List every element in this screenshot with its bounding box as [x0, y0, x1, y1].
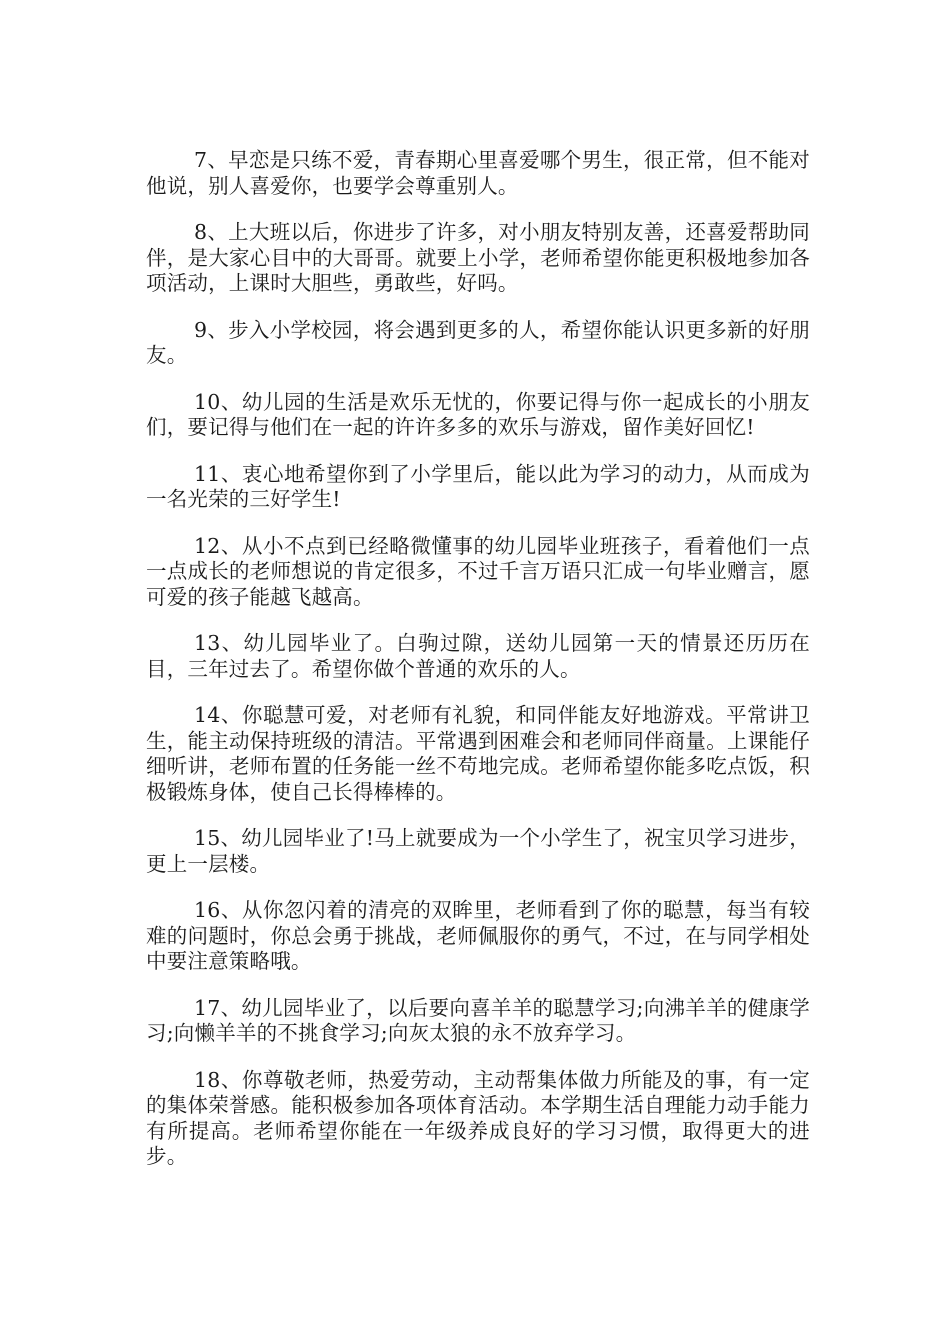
paragraph-14: 14、你聪慧可爱，对老师有礼貌，和同伴能友好地游戏。平常讲卫生，能主动保持班级的清洁。平常遇到困难会和老师同伴商量。上课能仔细听讲，老师布置的任务能一丝不苟地完成。老师希望你能多吃点饭，积极锻炼身体，使自己长得棒棒的。: [146, 703, 810, 804]
paragraph-12: 12、从小不点到已经略微懂事的幼儿园毕业班孩子，看着他们一点一点成长的老师想说的肯定很多，不过千言万语只汇成一句毕业赠言，愿可爱的孩子能越飞越高。: [146, 533, 810, 609]
paragraph-7: 7、早恋是只练不爱，青春期心里喜爱哪个男生，很正常，但不能对他说，别人喜爱你，也要学会尊重别人。: [146, 148, 810, 198]
paragraph-9: 9、步入小学校园，将会遇到更多的人，希望你能认识更多新的好朋友。: [146, 317, 810, 367]
paragraph-8: 8、上大班以后，你进步了许多，对小朋友特别友善，还喜爱帮助同伴，是大家心目中的大哥哥。就要上小学，老师希望你能更积极地参加各项活动，上课时大胆些，勇敢些，好吗。: [146, 220, 810, 295]
paragraph-11: 11、衷心地希望你到了小学里后，能以此为学习的动力，从而成为一名光荣的三好学生!: [146, 461, 810, 511]
paragraph-13: 13、幼儿园毕业了。白驹过隙，送幼儿园第一天的情景还历历在目，三年过去了。希望你做个普通的欢乐的人。: [146, 631, 810, 681]
paragraph-18: 18、你尊敬老师，热爱劳动，主动帮集体做力所能及的事，有一定的集体荣誉感。能积极参加各项体育活动。本学期生活自理能力动手能力有所提高。老师希望你能在一年级养成良好的学习习惯，取得更大的进步。: [146, 1067, 810, 1168]
paragraph-15: 15、幼儿园毕业了!马上就要成为一个小学生了，祝宝贝学习进步，更上一层楼。: [146, 826, 810, 876]
document-body: [146, 148, 810, 1191]
paragraph-10: 10、幼儿园的生活是欢乐无忧的，你要记得与你一起成长的小朋友们，要记得与他们在一起的许许多多的欢乐与游戏，留作美好回忆!: [146, 389, 810, 439]
paragraph-16: 16、从你忽闪着的清亮的双眸里，老师看到了你的聪慧，每当有较难的问题时，你总会勇于挑战，老师佩服你的勇气，不过，在与同学相处中要注意策略哦。: [146, 898, 810, 973]
paragraph-17: 17、幼儿园毕业了，以后要向喜羊羊的聪慧学习;向沸羊羊的健康学习;向懒羊羊的不挑食学习;向灰太狼的永不放弃学习。: [146, 995, 810, 1045]
